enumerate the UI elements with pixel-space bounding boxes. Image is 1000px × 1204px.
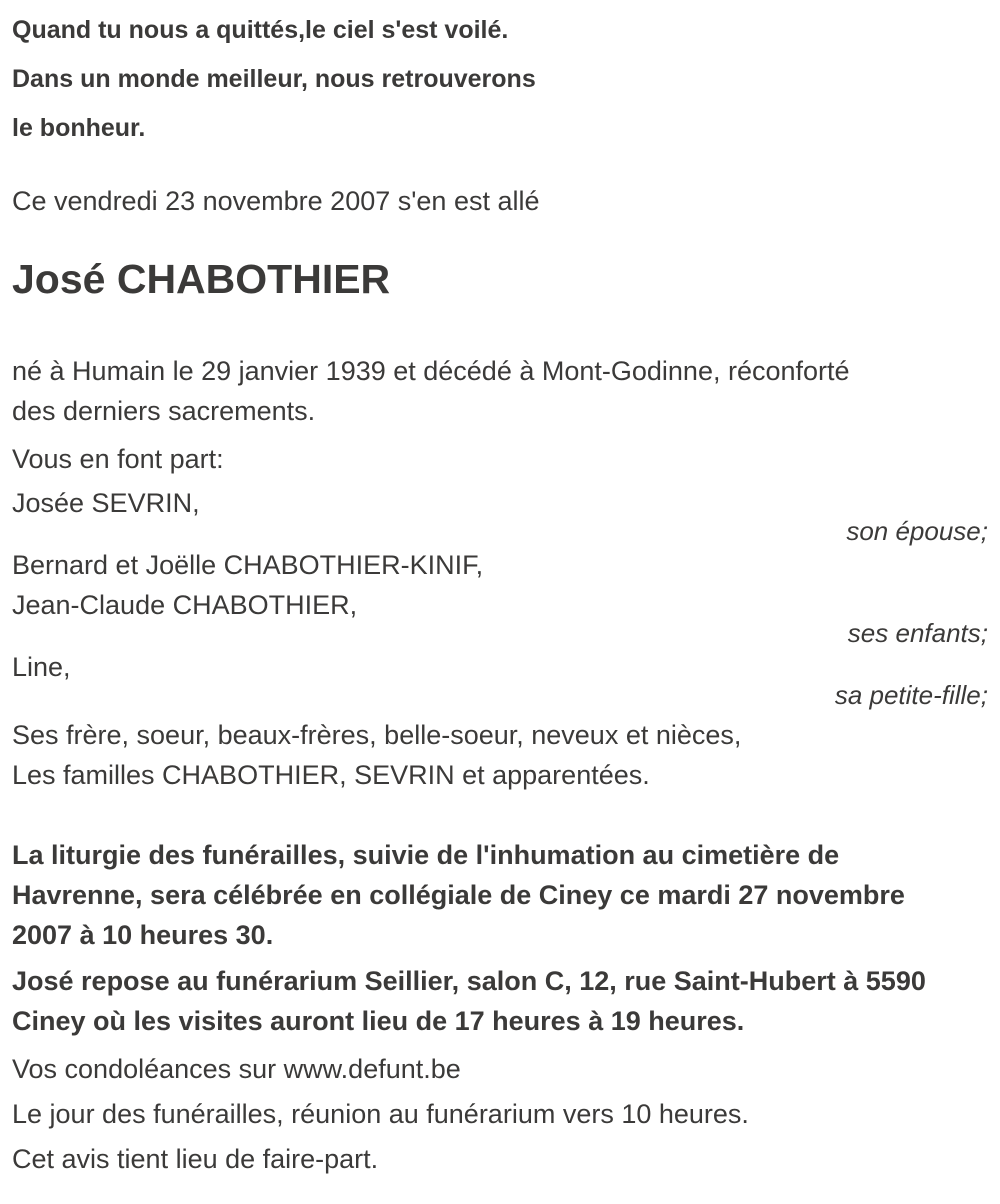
epigraph-line-2: Dans un monde meilleur, nous retrouverons xyxy=(12,65,536,93)
epigraph-line-3: le bonheur. xyxy=(12,114,146,142)
reunion-line: Le jour des funérailles, réunion au funérarium vers 10 heures. xyxy=(12,1099,749,1129)
announcement-line: Vous en font part: xyxy=(12,444,224,474)
biography-line-2: des derniers sacrements. xyxy=(12,396,316,426)
ceremony-line-1: La liturgie des funérailles, suivie de l'inhumation au cimetière de xyxy=(12,840,840,870)
family-member-name: Jean-Claude CHABOTHIER, xyxy=(12,590,358,620)
family-group-children xyxy=(12,545,988,647)
family-group-spouse xyxy=(12,483,988,545)
family-member-name: Josée SEVRIN, xyxy=(12,488,200,518)
biography xyxy=(12,351,988,431)
condolences-line: Vos condoléances sur www.defunt.be xyxy=(12,1054,461,1084)
notice-line: Cet avis tient lieu de faire-part. xyxy=(12,1144,379,1174)
extended-family-line-2: Les familles CHABOTHIER, SEVRIN et apparentées. xyxy=(12,760,650,790)
family-list xyxy=(12,483,988,709)
epigraph-line-1: Quand tu nous a quittés,le ciel s'est voilé. xyxy=(12,16,509,44)
family-relation-label: sa petite-fille; xyxy=(834,680,988,710)
ceremony-line-3: 2007 à 10 heures 30. xyxy=(12,920,274,950)
repose-details xyxy=(12,961,988,1041)
family-member-name: Bernard et Joëlle CHABOTHIER-KINIF, xyxy=(12,550,484,580)
repose-line-2: Ciney où les visites auront lieu de 17 heures à 19 heures. xyxy=(12,1006,745,1036)
extended-family-line-1: Ses frère, soeur, beaux-frères, belle-soeur, neveux et nièces, xyxy=(12,720,742,750)
death-intro-line: Ce vendredi 23 novembre 2007 s'en est allé xyxy=(12,186,540,216)
family-member-name: Line, xyxy=(12,652,71,682)
epigraph xyxy=(12,6,988,153)
family-group-granddaughter xyxy=(12,647,988,709)
deceased-name: José CHABOTHIER xyxy=(12,256,391,302)
family-relation-label: son épouse; xyxy=(846,516,988,546)
ceremony-line-2: Havrenne, sera célébrée en collégiale de Ciney ce mardi 27 novembre xyxy=(12,880,905,910)
biography-line-1: né à Humain le 29 janvier 1939 et décédé à Mont-Godinne, réconforté xyxy=(12,356,850,386)
extended-family xyxy=(12,715,988,795)
family-relation-label: ses enfants; xyxy=(847,618,988,648)
ceremony-details xyxy=(12,835,988,955)
repose-line-1: José repose au funérarium Seillier, salon C, 12, rue Saint-Hubert à 5590 xyxy=(12,966,926,996)
